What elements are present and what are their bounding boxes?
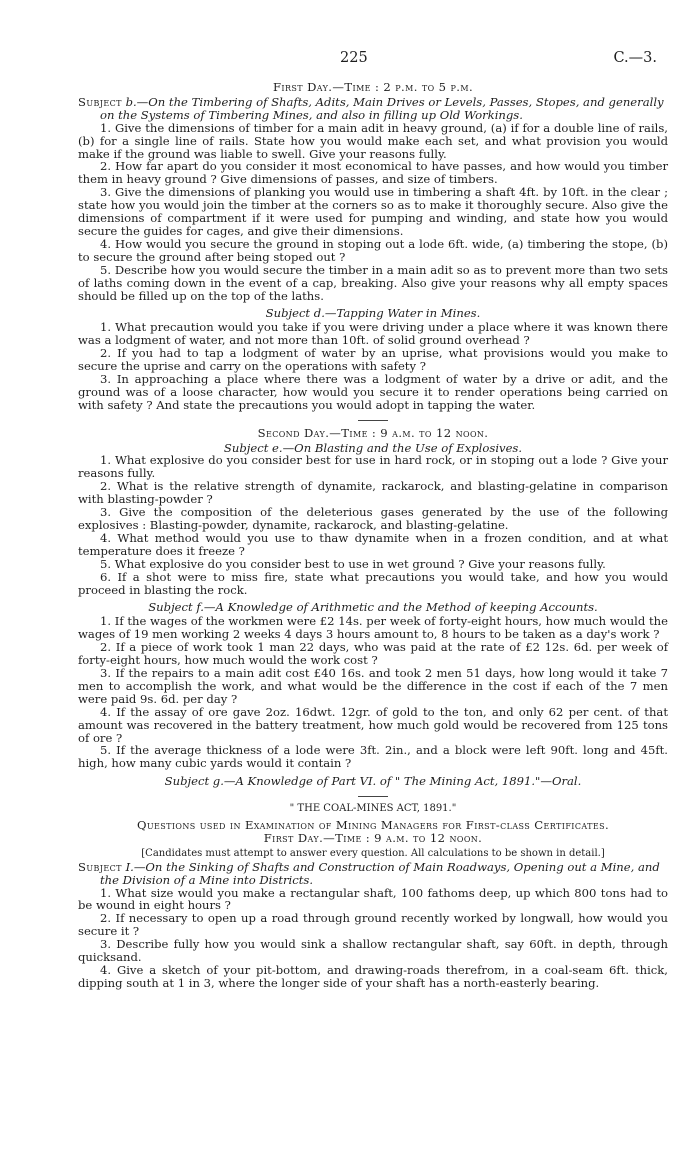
session-heading: First Day.—Time : 9 a.m. to 12 noon.: [263, 830, 483, 845]
section-divider: [358, 420, 388, 421]
question: 2. What is the relative strength of dynamite, rackarock, and blasting-gelatine in comparison with blasting-powder ?: [78, 479, 668, 507]
question: 2. If a piece of work took 1 man 22 days, who was paid at the rate of £2 12s. 6d. per week of forty-eight hours, how much would the work cost ?: [78, 640, 668, 668]
session-heading: First Day.—Time : 2 p.m. to 5 p.m.: [272, 80, 474, 94]
page-number: 225: [340, 50, 368, 66]
question: 3. Give the dimensions of planking you would use in timbering a shaft 4ft. by 10ft. in the clear ; state how you would join the timber at the corners so as to make it thoroughly secure. Also give the dimensions of compartment if it were used for pumping and winding, and state how you would secure the guides for cages, and give their dimensions.: [78, 185, 668, 238]
section-divider: [358, 796, 388, 797]
subject-heading: Subject d.—Tapping Water in Mines.: [265, 306, 481, 321]
question: 4. If the assay of ore gave 2oz. 16dwt. 12gr. of gold to the ton, and only 62 per cent. of that amount was recovered in the battery treatment, how much gold would be recovered from 125 tons of ore ?: [78, 704, 668, 745]
question: 2. How far apart do you consider it most economical to have passes, and how would you timber them in heavy ground ? Give dimensions of passes, and size of timbers.: [78, 159, 668, 187]
question: 4. How would you secure the ground in stoping out a lode 6ft. wide, (a) timbering the stope, (b) to secure the ground after being stoped out ?: [78, 236, 668, 264]
subject-label: Subject: [78, 859, 122, 874]
subject-heading: Subject e.—On Blasting and the Use of Explosives.: [223, 440, 523, 455]
question: 4. Give a sketch of your pit-bottom, and drawing-roads therefrom, in a coal-seam 6ft. thick, dipping south at 1 in 3, where the longer side of your shaft has a north-easterly bearing.: [78, 963, 668, 990]
question: 3. In approaching a place where there was a lodgment of water by a drive or adit, and the ground was of a loose character, how would you secure it to render operations being carried on with safety ? And state the precautions you would adopt in tapping the water.: [78, 371, 668, 412]
question: 2. If you had to tap a lodgment of water by an uprise, what provisions would you make to secure the uprise and carry on the operations with safety ?: [78, 346, 668, 374]
subject-heading: [78, 861, 668, 887]
question: 2. If necessary to open up a road through ground recently worked by longwall, how would you secure it ?: [78, 911, 668, 939]
session-heading: Second Day.—Time : 9 a.m. to 12 noon.: [257, 425, 489, 440]
question: 5. Describe how you would secure the timber in a main adit so as to prevent more than two sets of laths coming down in the event of a cap, breaking. Also give your reasons why all empty spaces should be filled up on the top of the laths.: [78, 262, 668, 303]
question: 5. If the average thickness of a lode were 3ft. 2in., and a block were left 90ft. long and 45ft. high, how many cubic yards would it contain ?: [78, 743, 668, 771]
question: 1. If the wages of the workmen were £2 14s. per week of forty-eight hours, how much would the wages of 19 men working 2 weeks 4 days 3 hours amount to, 8 hours to be taken as a day's work ?: [78, 614, 668, 642]
act-title: " THE COAL-MINES ACT, 1891.": [289, 803, 457, 815]
question: 3. If the repairs to a main adit cost £40 16s. and took 2 men 51 days, how long would it take 7 men to accomplish the work, and what would be the difference in the cost if each of the 7 men were paid 9s. 6d. per day ?: [78, 665, 668, 706]
exam-title: Questions used in Examination of Mining Managers for First-class Certificates.: [136, 818, 610, 833]
question: 1. What size would you make a rectangular shaft, 100 fathoms deep, up which 800 tons had to be wound in eight hours ?: [78, 885, 668, 913]
subject-heading: Subject f.—A Knowledge of Arithmetic and the Method of keeping Accounts.: [148, 600, 598, 615]
page-body: [78, 80, 668, 990]
subject-heading: Subject g.—A Knowledge of Part VI. of " The Mining Act, 1891."—Oral.: [164, 774, 582, 789]
document-reference: C.—3.: [613, 50, 657, 66]
question: 5. What explosive do you consider best to use in wet ground ? Give your reasons fully.: [100, 556, 606, 571]
question: 1. What precaution would you take if you were driving under a place where it was known there was a lodgment of water, and not more than 10ft. of solid ground overhead ?: [78, 320, 668, 348]
question: 3. Describe fully how you would sink a shallow rectangular shaft, say 60ft. in depth, through quicksand.: [78, 937, 668, 965]
instructions-note: [Candidates must attempt to answer every question. All calculations to be shown in detail.]: [141, 847, 605, 859]
subject-heading: [78, 96, 668, 122]
question: 1. Give the dimensions of timber for a main adit in heavy ground, (a) if for a double line of rails, (b) for a single line of rails. State how you would make each set, and what provision you would make if the ground was liable to swell. Give your reasons fully.: [78, 120, 668, 161]
subject-title: I.—On the Sinking of Shafts and Construction of Main Roadways, Opening out a Mine, and the Division of a Mine into Districts.: [100, 859, 660, 887]
subject-label: Subject: [78, 94, 122, 109]
question: 3. Give the composition of the deleterious gases generated by the use of the following explosives : Blasting-powder, dynamite, rackarock, and blasting-gelatine.: [78, 505, 668, 532]
question: 6. If a shot were to miss fire, state what precautions you would take, and how you would proceed in blasting the rock.: [78, 569, 668, 597]
question: 4. What method would you use to thaw dynamite when in a frozen condition, and at what temperature does it freeze ?: [78, 530, 668, 558]
subject-title: b.—On the Timbering of Shafts, Adits, Main Drives or Levels, Passes, Stopes, and generally on the Systems of Timbering Mines, and also in filling up Old Workings.: [100, 94, 664, 122]
question: 1. What explosive do you consider best for use in hard rock, or in stoping out a lode ? Give your reasons fully.: [78, 453, 668, 481]
